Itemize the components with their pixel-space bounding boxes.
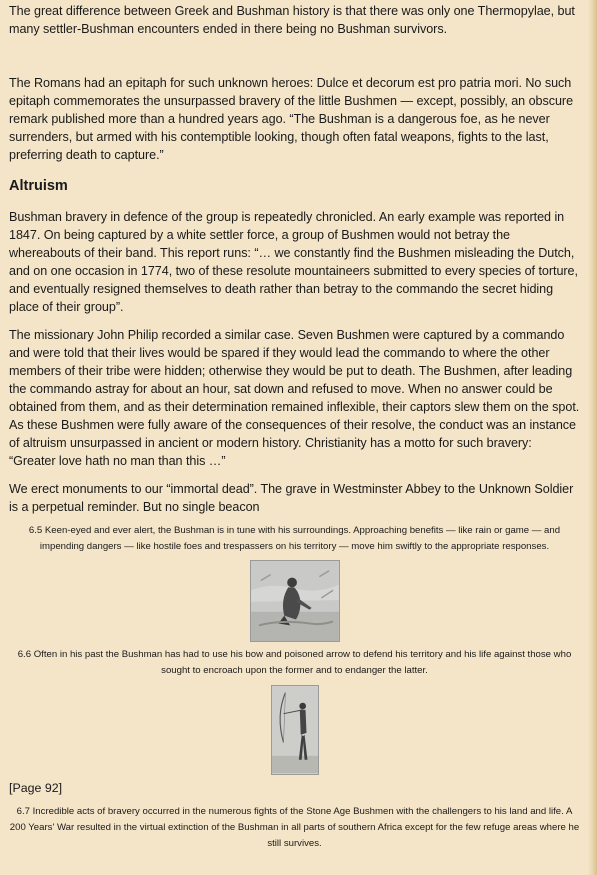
paragraph-thermopylae: The great difference between Greek and Bushman history is that there was only one Thermopylae, but many settler-Bushman encounters ended in there being no Bushman survivors. xyxy=(9,4,575,36)
page-right-edge xyxy=(588,0,597,875)
page-reference: [Page 92] xyxy=(9,781,63,795)
caption-6-5: 6.5 Keen-eyed and ever alert, the Bushman is in tune with his surroundings. Approaching benefits — like rain or game — and impending dangers — like hostile foes and trespassers on his territory — move him swiftly to the appropriate responses. xyxy=(28,525,561,552)
paragraph-bravery-1847: Bushman bravery in defence of the group is repeatedly chronicled. An early example was reported in 1847. On being captured by a white settler force, a group of Bushmen would not betray the whereabouts of their band. This report runs: “… we constantly find the Bushmen misleading the Dutch, and on one occasion in 1774, two of these resolute mountaineers submitted to every species of torture, and eventually resigned themselves to death rather than betray to the commando the secret hiding place of their group”. xyxy=(9,210,578,314)
photo-crouching-bushman xyxy=(250,560,340,642)
paragraph-monuments: We erect monuments to our “immortal dead”. The grave in Westminster Abbey to the Unknown Soldier is a perpetual reminder. But no single beacon xyxy=(9,482,574,514)
caption-6-6: 6.6 Often in his past the Bushman has had to use his bow and poisoned arrow to defend his territory and his life against those who sought to encroach upon the former and to endanger the latter. xyxy=(17,649,572,676)
paragraph-john-philip: The missionary John Philip recorded a similar case. Seven Bushmen were captured by a commando and were told that their lives would be spared if they would lead the commando to where the other members of their tribe were hidden; otherwise they would be put to death. The Bushmen, after leading the commando astray for about an hour, sat down and refused to move. When no answer could be obtained from them, and as their determination remained inflexible, their captors slew them on the spot. As these Bushmen were fully aware of the consequences of their resolve, the conduct was an instance of altruism unsurpassed in ancient or modern history. Christianity has a motto for such bravery: “Greater love hath no man than this …” xyxy=(9,328,580,468)
section-heading-altruism: Altruism xyxy=(9,178,68,194)
photo-bushman-with-bow xyxy=(271,685,319,775)
caption-6-7: 6.7 Incredible acts of bravery occurred in the numerous fights of the Stone Age Bushmen with the challengers to his land and life. A 200 Years' War resulted in the virtual extinction of the Bushman in all parts of southern Africa except for the few refuge areas where he still survives. xyxy=(9,806,580,849)
paragraph-epitaph: The Romans had an epitaph for such unknown heroes: Dulce et decorum est pro patria mori. No such epitaph commemorates the unsurpassed bravery of the little Bushmen — except, possibly, an obscure remark published more than a hundred years ago. “The Bushman is a dangerous foe, as he never surrenders, but armed with his contemptible looking, though often fatal weapons, fights to the last, preferring death to capture.” xyxy=(9,76,574,162)
